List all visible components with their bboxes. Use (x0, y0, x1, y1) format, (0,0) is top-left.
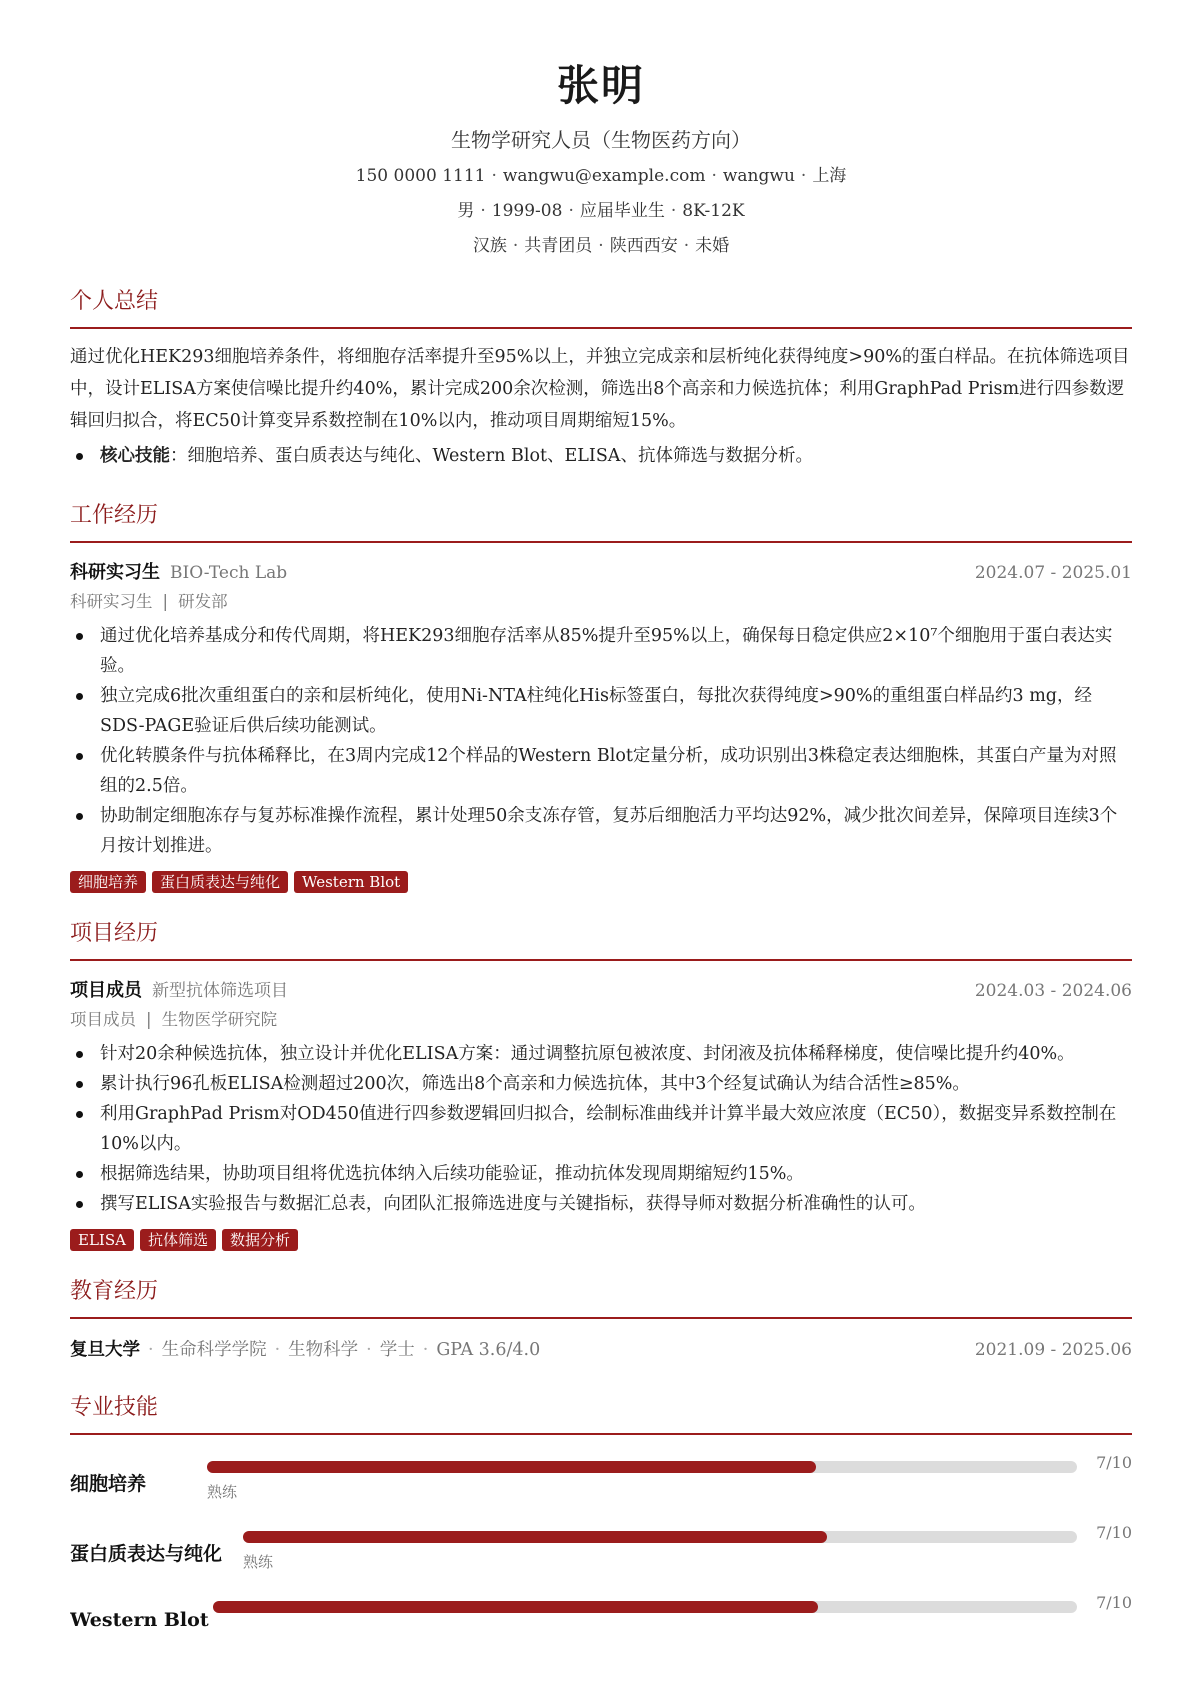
skill-bar-fill (207, 1461, 816, 1473)
skill-item (70, 1511, 1132, 1581)
candidate-name: 张明 (556, 61, 645, 110)
resume-page (70, 0, 1132, 1697)
section-title-project: 项目经历 (70, 919, 1132, 961)
gpa: GPA 3.6/4.0 (436, 1340, 541, 1360)
work-sub-dept: 研发部 (178, 592, 228, 611)
skill-name: 蛋白质表达与纯化 (70, 1543, 223, 1565)
political-status: 共青团员 (524, 236, 593, 256)
basic-info-line: 男 · 1999-08 · 应届毕业生 · 8K-12K (457, 201, 745, 221)
list-item: 根据筛选结果，协助项目组将优选抗体纳入后续功能验证，推动抗体发现周期缩短约15%。 (70, 1159, 1132, 1189)
skill-bar-track (243, 1531, 1077, 1543)
salary: 8K-12K (682, 201, 745, 221)
tag: 细胞培养 (70, 871, 146, 893)
list-item: 撰写ELISA实验报告与数据汇总表，向团队汇报筛选进度与关键指标，获得导师对数据分析准确性的认可。 (70, 1189, 1132, 1219)
project-bullets (70, 1039, 1132, 1219)
status: 应届毕业生 (579, 201, 665, 221)
tag: Western Blot (294, 871, 408, 893)
major: 生物科学 (288, 1340, 359, 1360)
education-date: 2021.09 - 2025.06 (974, 1340, 1132, 1360)
core-skills-item (70, 441, 1132, 471)
education-entry: 复旦大学 · 生命科学学院 · 生物科学 · 学士 · GPA 3.6/4.0 2021.09 - 2025.06 (70, 1335, 1132, 1365)
school-name: 复旦大学 (70, 1340, 140, 1360)
skills-list (70, 1441, 1132, 1651)
tag: 蛋白质表达与纯化 (152, 871, 288, 893)
wechat: wangwu (722, 166, 795, 186)
degree: 学士 (379, 1340, 415, 1360)
skill-score: 7/10 (1096, 1523, 1132, 1542)
phone: 150 0000 1111 (355, 166, 486, 186)
tag: 数据分析 (222, 1229, 298, 1251)
section-title-skills: 专业技能 (70, 1393, 1132, 1435)
marital-status: 未婚 (695, 236, 730, 256)
skill-item (70, 1581, 1132, 1651)
project-sub-dept: 生物医学研究院 (161, 1010, 278, 1029)
list-item: 针对20余种候选抗体，独立设计并优化ELISA方案：通过调整抗原包被浓度、封闭液及抗体稀释梯度，使信噪比提升约40%。 (70, 1039, 1132, 1069)
list-item: 利用GraphPad Prism对OD450值进行四参数逻辑回归拟合，绘制标准曲线并计算半最大效应浓度（EC50），数据变异系数控制在10%以内。 (70, 1099, 1132, 1159)
project-name: 新型抗体筛选项目 (152, 981, 288, 1001)
core-skills-label: 核心技能 (100, 446, 170, 466)
skill-bar-fill (243, 1531, 827, 1543)
skill-score: 7/10 (1096, 1453, 1132, 1472)
work-tags (70, 871, 1132, 893)
work-entry-header (70, 559, 1132, 587)
tag: 抗体筛选 (140, 1229, 216, 1251)
skill-name: 细胞培养 (70, 1473, 147, 1495)
work-org: BIO-Tech Lab (170, 563, 288, 583)
work-subtitle: 科研实习生 | 研发部 (70, 592, 228, 611)
project-role: 项目成员 (70, 980, 142, 1001)
tag: ELISA (70, 1229, 134, 1251)
project-subtitle: 项目成员 | 生物医学研究院 (70, 1010, 278, 1029)
email: wangwu@example.com (502, 166, 706, 186)
project-tags (70, 1229, 1132, 1251)
list-item: 累计执行96孔板ELISA检测超过200次，筛选出8个高亲和力候选抗体，其中3个经复试确认为结合活性≥85%。 (70, 1069, 1132, 1099)
work-sub-role: 科研实习生 (70, 592, 153, 611)
birth: 1999-08 (491, 201, 563, 221)
list-item: 独立完成6批次重组蛋白的亲和层析纯化，使用Ni-NTA柱纯化His标签蛋白，每批次获得纯度>90%的重组蛋白样品约3 mg，经SDS-PAGE验证后供后续功能测试。 (70, 681, 1132, 741)
work-bullets (70, 621, 1132, 861)
skill-bar-track (207, 1461, 1077, 1473)
section-title-education: 教育经历 (70, 1277, 1132, 1319)
project-sub-role: 项目成员 (70, 1010, 136, 1029)
section-title-work: 工作经历 (70, 501, 1132, 543)
skill-level: 熟练 (243, 1553, 274, 1571)
college: 生命科学学院 (161, 1340, 267, 1360)
candidate-title: 生物学研究人员（生物医药方向） (451, 128, 751, 152)
skill-score: 7/10 (1096, 1593, 1132, 1612)
city: 上海 (812, 166, 847, 186)
skill-bar-fill (213, 1601, 818, 1613)
list-item: 优化转膜条件与抗体稀释比，在3周内完成12个样品的Western Blot定量分析，成功识别出3株稳定表达细胞株，其蛋白产量为对照组的2.5倍。 (70, 741, 1132, 801)
core-skills-text: ：细胞培养、蛋白质表达与纯化、Western Blot、ELISA、抗体筛选与数据分析。 (170, 446, 813, 466)
hometown: 陕西西安 (609, 236, 678, 256)
gender: 男 (457, 201, 475, 221)
skill-item (70, 1441, 1132, 1511)
summary-bullets (70, 441, 1132, 471)
work-date: 2024.07 - 2025.01 (974, 563, 1132, 583)
skill-bar-track (213, 1601, 1077, 1613)
list-item: 协助制定细胞冻存与复苏标准操作流程，累计处理50余支冻存管，复苏后细胞活力平均达92%，减少批次间差异，保障项目连续3个月按计划推进。 (70, 801, 1132, 861)
skill-name: Western Blot (70, 1609, 209, 1631)
list-item: 通过优化培养基成分和传代周期，将HEK293细胞存活率从85%提升至95%以上，确保每日稳定供应2×10⁷个细胞用于蛋白表达实验。 (70, 621, 1132, 681)
skill-level: 熟练 (207, 1483, 238, 1501)
extra-info-line: 汉族 · 共青团员 · 陕西西安 · 未婚 (472, 236, 730, 256)
summary-text: 通过优化HEK293细胞培养条件，将细胞存活率提升至95%以上，并独立完成亲和层析纯化获得纯度>90%的蛋白样品。在抗体筛选项目中，设计ELISA方案使信噪比提升约40%，累计完成200余次检测，筛选出8个高亲和力候选抗体；利用GraphPad Prism进行四参数逻辑回归拟合，将EC50计算变异系数控制在10%以内，推动项目周期缩短15%。 (70, 347, 1130, 431)
project-entry-header (70, 977, 1132, 1005)
project-date: 2024.03 - 2024.06 (974, 981, 1132, 1001)
resume-header (70, 0, 1132, 259)
contact-line: 150 0000 1111 · wangwu@example.com · wangwu · 上海 (355, 166, 847, 186)
section-title-summary: 个人总结 (70, 287, 1132, 329)
ethnicity: 汉族 (472, 236, 507, 256)
work-role: 科研实习生 (70, 562, 160, 583)
